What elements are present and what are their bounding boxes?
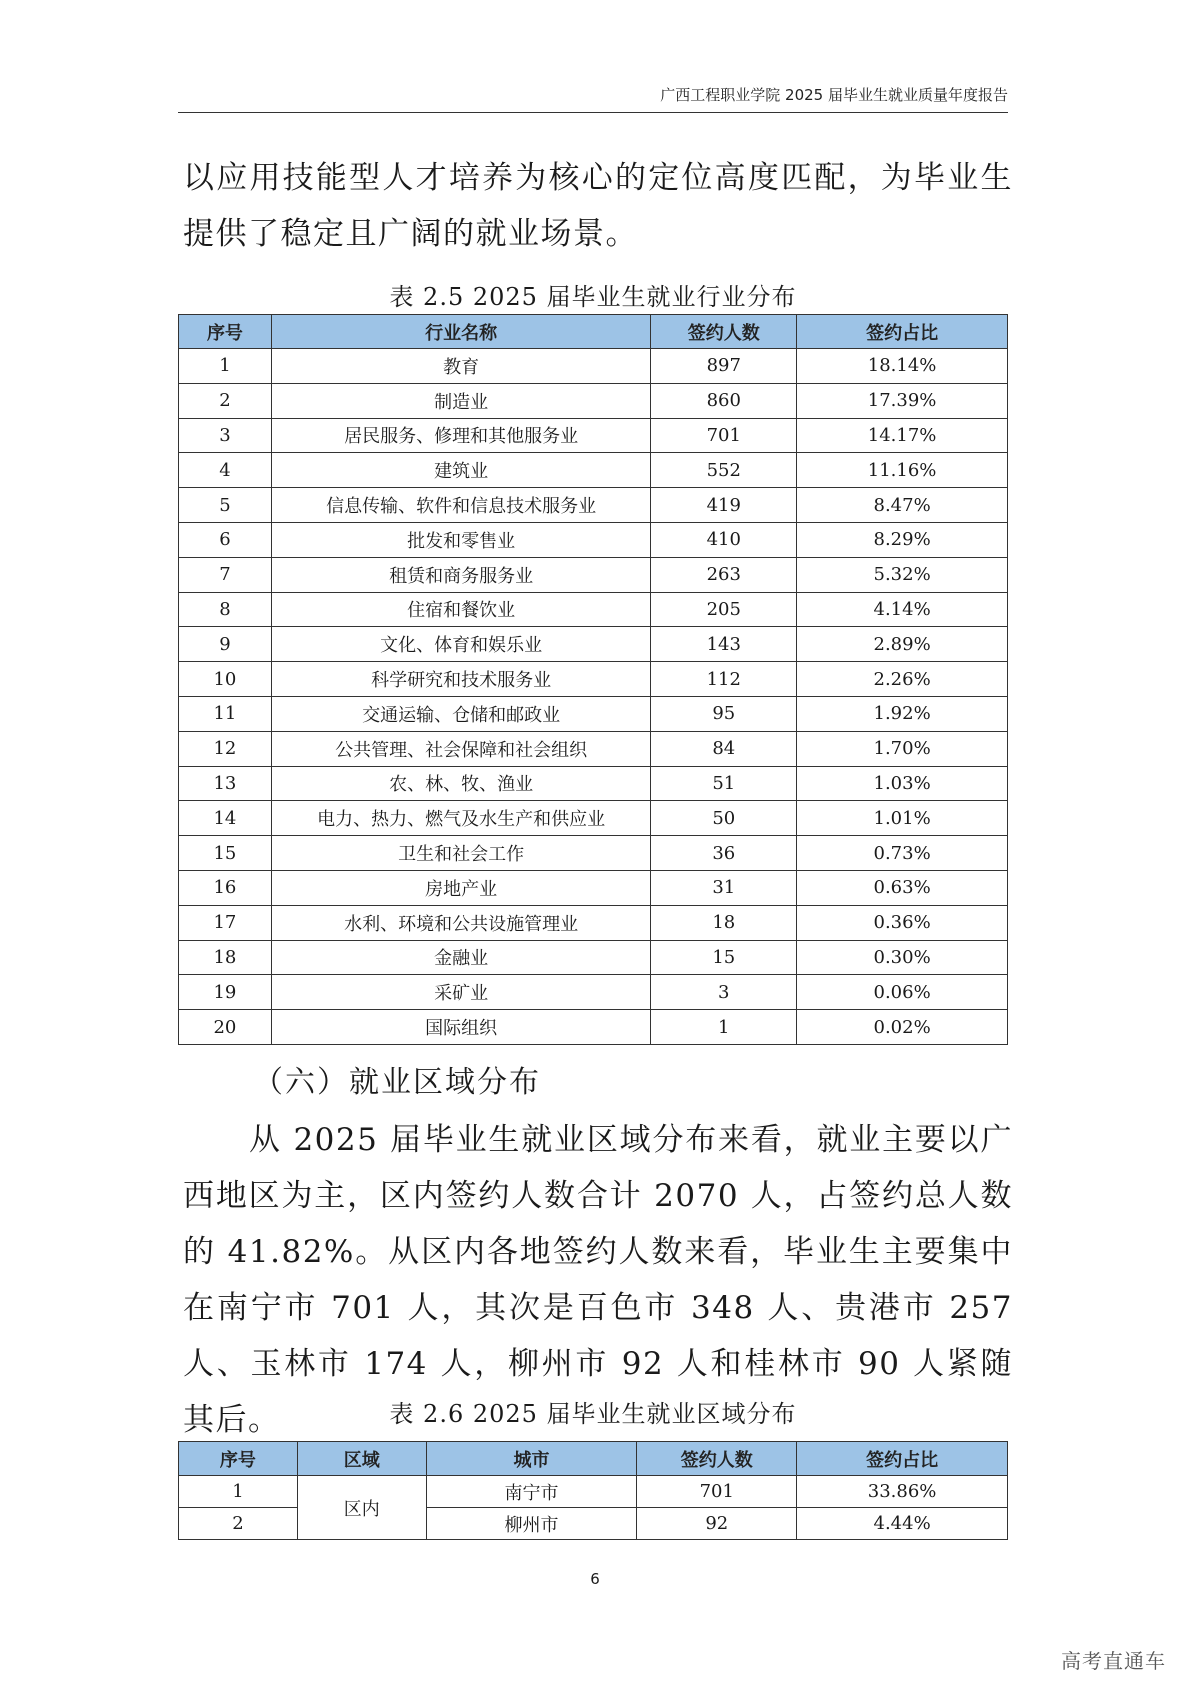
cell-industry: 交通运输、仓储和邮政业	[271, 696, 650, 731]
table-row	[179, 801, 1008, 836]
region-distribution-table	[178, 1441, 1008, 1540]
cell-ratio: 18.14%	[797, 349, 1008, 384]
table-row	[179, 940, 1008, 975]
cell-no: 10	[179, 662, 272, 697]
cell-no: 6	[179, 522, 272, 557]
cell-industry: 文化、体育和娱乐业	[271, 627, 650, 662]
cell-count: 263	[651, 557, 797, 592]
table1-caption: 表 2.5 2025 届毕业生就业行业分布	[389, 283, 797, 311]
table-row	[179, 836, 1008, 871]
cell-ratio: 1.01%	[797, 801, 1008, 836]
cell-city: 柳州市	[426, 1508, 637, 1540]
cell-ratio: 0.63%	[797, 870, 1008, 905]
table-row	[179, 696, 1008, 731]
cell-count: 84	[651, 731, 797, 766]
cell-no: 1	[179, 1476, 298, 1508]
cell-industry: 房地产业	[271, 870, 650, 905]
table-row	[179, 383, 1008, 418]
industry-distribution-table	[178, 314, 1008, 1045]
table-row	[179, 1476, 1008, 1508]
table-row	[179, 418, 1008, 453]
table-header-row	[179, 1442, 1008, 1476]
region-paragraph-text: 从 2025 届毕业生就业区域分布来看，就业主要以广西地区为主，区内签约人数合计 2070 人，占签约总人数的 41.82%。从区内各地签约人数来看，毕业生主要集中在南宁市 701 人，其次是百色市 348 人、贵港市 257 人、玉林市 174 人，柳州市 92 人和桂林市 90 人紧随其后。	[183, 1122, 1013, 1438]
cell-industry: 金融业	[271, 940, 650, 975]
cell-ratio: 0.36%	[797, 905, 1008, 940]
cell-industry: 建筑业	[271, 453, 650, 488]
cell-ratio: 11.16%	[797, 453, 1008, 488]
cell-no: 3	[179, 418, 272, 453]
table-row	[179, 870, 1008, 905]
cell-ratio: 0.73%	[797, 836, 1008, 871]
cell-industry: 批发和零售业	[271, 522, 650, 557]
cell-no: 20	[179, 1010, 272, 1045]
table-row	[179, 522, 1008, 557]
cell-no: 15	[179, 836, 272, 871]
column-header-count: 签约人数	[637, 1442, 797, 1476]
cell-count: 701	[651, 418, 797, 453]
column-header-ratio: 签约占比	[797, 315, 1008, 349]
cell-ratio: 1.70%	[797, 731, 1008, 766]
cell-count: 897	[651, 349, 797, 384]
column-header-region: 区域	[297, 1442, 426, 1476]
cell-count: 3	[651, 975, 797, 1010]
table-row	[179, 731, 1008, 766]
table2-caption: 表 2.6 2025 届毕业生就业区域分布	[389, 1400, 797, 1428]
cell-ratio: 14.17%	[797, 418, 1008, 453]
cell-industry: 公共管理、社会保障和社会组织	[271, 731, 650, 766]
cell-ratio: 2.26%	[797, 662, 1008, 697]
intro-paragraph	[183, 150, 1013, 262]
cell-count: 95	[651, 696, 797, 731]
cell-ratio: 2.89%	[797, 627, 1008, 662]
table-row	[179, 1010, 1008, 1045]
cell-count: 552	[651, 453, 797, 488]
report-title: 广西工程职业学院 2025 届毕业生就业质量年度报告	[660, 86, 1008, 104]
cell-ratio: 4.44%	[797, 1508, 1008, 1540]
cell-ratio: 0.06%	[797, 975, 1008, 1010]
cell-industry: 国际组织	[271, 1010, 650, 1045]
cell-industry: 科学研究和技术服务业	[271, 662, 650, 697]
table-row	[179, 766, 1008, 801]
cell-ratio: 5.32%	[797, 557, 1008, 592]
cell-industry: 水利、环境和公共设施管理业	[271, 905, 650, 940]
cell-industry: 制造业	[271, 383, 650, 418]
cell-no: 17	[179, 905, 272, 940]
cell-industry: 教育	[271, 349, 650, 384]
cell-ratio: 4.14%	[797, 592, 1008, 627]
cell-region: 区内	[297, 1476, 426, 1540]
section-heading: （六）就业区域分布	[253, 1065, 541, 1100]
cell-no: 2	[179, 1508, 298, 1540]
cell-count: 701	[637, 1476, 797, 1508]
cell-industry: 住宿和餐饮业	[271, 592, 650, 627]
cell-no: 5	[179, 488, 272, 523]
cell-count: 419	[651, 488, 797, 523]
cell-ratio: 33.86%	[797, 1476, 1008, 1508]
table-row	[179, 349, 1008, 384]
cell-count: 50	[651, 801, 797, 836]
cell-industry: 采矿业	[271, 975, 650, 1010]
cell-count: 205	[651, 592, 797, 627]
cell-no: 7	[179, 557, 272, 592]
cell-city: 南宁市	[426, 1476, 637, 1508]
cell-ratio: 1.92%	[797, 696, 1008, 731]
table-row	[179, 557, 1008, 592]
cell-count: 15	[651, 940, 797, 975]
cell-no: 14	[179, 801, 272, 836]
cell-no: 4	[179, 453, 272, 488]
cell-no: 16	[179, 870, 272, 905]
cell-industry: 卫生和社会工作	[271, 836, 650, 871]
cell-no: 12	[179, 731, 272, 766]
column-header-ratio: 签约占比	[797, 1442, 1008, 1476]
cell-industry: 居民服务、修理和其他服务业	[271, 418, 650, 453]
cell-ratio: 8.47%	[797, 488, 1008, 523]
table-row	[179, 975, 1008, 1010]
cell-count: 51	[651, 766, 797, 801]
cell-ratio: 1.03%	[797, 766, 1008, 801]
table-row	[179, 453, 1008, 488]
cell-industry: 农、林、牧、渔业	[271, 766, 650, 801]
column-header-no: 序号	[179, 1442, 298, 1476]
page-number: 6	[590, 1570, 600, 1588]
page-header	[178, 84, 1008, 113]
cell-no: 9	[179, 627, 272, 662]
cell-industry: 信息传输、软件和信息技术服务业	[271, 488, 650, 523]
cell-no: 19	[179, 975, 272, 1010]
cell-count: 112	[651, 662, 797, 697]
cell-count: 18	[651, 905, 797, 940]
column-header-city: 城市	[426, 1442, 637, 1476]
column-header-count: 签约人数	[651, 315, 797, 349]
cell-count: 410	[651, 522, 797, 557]
cell-ratio: 8.29%	[797, 522, 1008, 557]
cell-no: 2	[179, 383, 272, 418]
cell-no: 11	[179, 696, 272, 731]
watermark-logo-text: 高考直通车	[1061, 1649, 1166, 1673]
column-header-no: 序号	[179, 315, 272, 349]
table-row	[179, 627, 1008, 662]
intro-paragraph-text: 以应用技能型人才培养为核心的定位高度匹配，为毕业生提供了稳定且广阔的就业场景。	[183, 160, 1013, 252]
table-row	[179, 662, 1008, 697]
cell-count: 92	[637, 1508, 797, 1540]
cell-count: 36	[651, 836, 797, 871]
cell-no: 8	[179, 592, 272, 627]
table-row	[179, 592, 1008, 627]
cell-count: 143	[651, 627, 797, 662]
cell-ratio: 0.02%	[797, 1010, 1008, 1045]
cell-ratio: 0.30%	[797, 940, 1008, 975]
cell-count: 860	[651, 383, 797, 418]
cell-industry: 租赁和商务服务业	[271, 557, 650, 592]
cell-count: 31	[651, 870, 797, 905]
cell-count: 1	[651, 1010, 797, 1045]
table-header-row	[179, 315, 1008, 349]
cell-industry: 电力、热力、燃气及水生产和供应业	[271, 801, 650, 836]
table-row	[179, 905, 1008, 940]
cell-no: 18	[179, 940, 272, 975]
cell-ratio: 17.39%	[797, 383, 1008, 418]
column-header-industry: 行业名称	[271, 315, 650, 349]
cell-no: 1	[179, 349, 272, 384]
table-row	[179, 488, 1008, 523]
cell-no: 13	[179, 766, 272, 801]
